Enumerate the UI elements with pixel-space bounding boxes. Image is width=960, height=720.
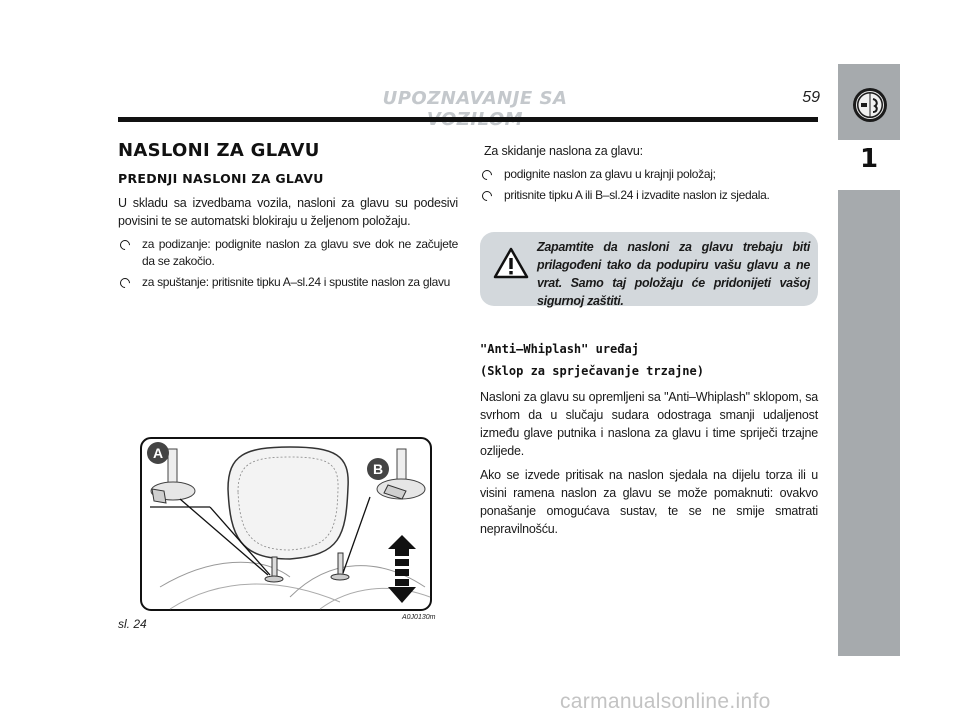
list-item [480, 187, 818, 204]
anti-whiplash-paragraph: Ako se izvede pritisak na naslon sjedala na dijelu torza ili u visini ramena naslon za glavu se može pomaknuti: ovakvo ponašanje omogućava sustav, te se ne smije smatrati nepravilnošću. [480, 468, 818, 536]
list-item [118, 236, 458, 270]
list-item-text: podignite naslon za glavu u krajnji položaj; [504, 167, 716, 181]
bullet-icon [480, 168, 494, 182]
header-rule [118, 117, 818, 122]
page-number: 59 [802, 89, 820, 106]
bullet-icon [118, 238, 132, 252]
right-column [480, 142, 818, 208]
bullet-icon [480, 189, 494, 203]
list-item-text: za spuštanje: pritisnite tipku A–sl.24 i spustite naslon za glavu [142, 275, 451, 289]
alfa-romeo-logo-icon [852, 87, 888, 123]
figure-code: A0J0130m [402, 614, 436, 621]
chapter-number: 1 [859, 144, 879, 174]
list-item-text: za podizanje: podignite naslon za glavu sve dok ne začujete da se zakočio. [142, 237, 458, 268]
figure-label-a: A [152, 445, 164, 461]
headrest-illustration [140, 437, 432, 611]
figure-caption: sl. 24 [118, 617, 147, 631]
anti-whiplash-section [480, 340, 818, 544]
anti-whiplash-subheading: (Sklop za sprječavanje trzajne) [480, 364, 704, 378]
intro-paragraph: U skladu sa izvedbama vozila, nasloni za glavu su podesivi povisini te se automatski blokiraju u željenom položaju. [118, 196, 458, 228]
list-item [118, 274, 458, 291]
list-item-text: pritisnite tipku A ili B–sl.24 i izvadite naslon iz sjedala. [504, 188, 770, 202]
subsection-heading: PREDNJI NASLONI ZA GLAVU [118, 171, 324, 186]
figure-label-b: B [372, 461, 384, 477]
list-item [480, 166, 818, 183]
section-heading: NASLONI ZA GLAVU [118, 140, 320, 161]
watermark: carmanualsonline.info [560, 690, 771, 713]
removal-intro: Za skidanje naslona za glavu: [484, 144, 643, 158]
left-column [118, 140, 458, 295]
anti-whiplash-paragraph: Nasloni za glavu su opremljeni sa "Anti–Whiplash" sklopom, sa svrhom da u slučaju sudara odostraga smanji udaljenost između glave putnika i naslona za glavu i time spriječi trzajne ozlijede. [480, 390, 818, 458]
warning-text: Zapamtite da nasloni za glavu trebaju biti prilagođeni tako da podupiru vašu glavu a ne vrat. Samo taj položaju će pridonijeti vašoj sigurnoj zaštiti. [537, 240, 810, 308]
anti-whiplash-heading: "Anti–Whiplash" uređaj [480, 342, 639, 356]
bullet-icon [118, 276, 132, 290]
chapter-title: UPOZNAVANJE SA [382, 88, 568, 109]
warning-triangle-icon [493, 247, 529, 279]
